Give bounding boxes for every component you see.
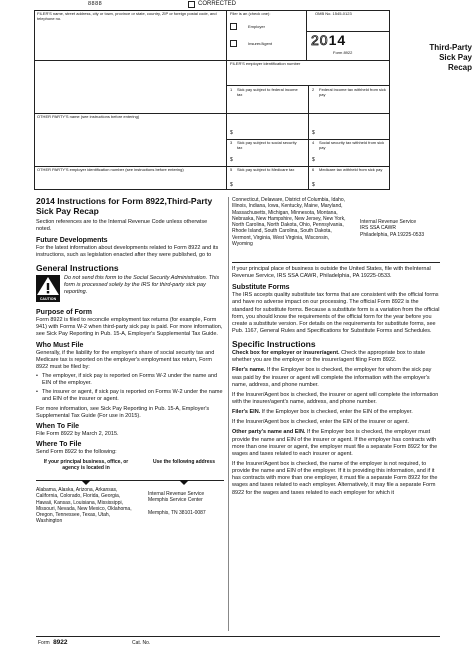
footer-form-number: 8922 xyxy=(53,639,68,646)
box-1-label: Sick pay subject to federal income tax xyxy=(237,87,298,97)
states-list-1: Alabama, Alaska, Arizona, Arkansas, California, Colorado, Florida, Georgia, Hawaii, Kansas, Louisiana, Mississippi, Missouri, Nevada, New Mexico, Oklahoma, Oregon, Tennessee, Texas, Utah, Washington xyxy=(36,487,132,525)
box-5-num: 5 xyxy=(230,167,233,172)
employer-checkbox[interactable] xyxy=(230,23,237,30)
other-party-name-label: OTHER PARTY'S name (see instructions before entering) xyxy=(37,114,140,119)
arrow-down-icon xyxy=(81,480,91,485)
employer-label: Employer xyxy=(248,24,265,29)
filers-ein-text-2: If the Insurer/Agent box is checked, enter the EIN of the insurer or agent. xyxy=(232,419,410,426)
specific-heading: Specific Instructions xyxy=(232,339,316,350)
insurer-agent-label: Insurer/Agent xyxy=(248,41,273,46)
address-1: Internal Revenue Service Memphis Service Center Memphis, TN 38101-0087 xyxy=(148,491,206,516)
box-1[interactable] xyxy=(228,86,306,138)
box-2-dollar: $ xyxy=(312,130,315,136)
substitute-text: The IRS accepts quality substitute tax forms that are consistent with the official forms and have no adverse impact on our processing. The official Form 8922 is the standard for substitute forms. Because a substitute form is a variation from the official form, you should know the requirements of the official form for the year before you create a substitute version. For details on the requirements for substitute forms, see Pub. 1167, General Rules and Specifications for Substitute Forms and Schedules. xyxy=(232,292,440,334)
caution-block xyxy=(36,275,224,309)
who-bullet-1: • The employer, if sick pay is reported on Forms W-2 under the name and EIN of the employer. xyxy=(36,373,224,387)
filer-is-label: Filer is an (check one): xyxy=(230,11,271,16)
form-code-top: 8888 xyxy=(88,1,103,7)
box-3[interactable] xyxy=(228,140,306,165)
who-bullet-2: • The insurer or agent, if sick pay is reported on Forms W-2 under the name and EIN of the insurer or agent. xyxy=(36,389,224,403)
omb-number: OMB No. 1545-0123 xyxy=(315,11,352,16)
when-text: File Form 8922 by March 2, 2015. xyxy=(36,430,119,437)
box-5[interactable] xyxy=(228,167,306,189)
filer-ein-label: FILER'S employer identification number xyxy=(230,61,301,66)
substitute-heading: Substitute Forms xyxy=(232,284,290,292)
foreign-text: If your principal place of business is outside the United States, file with theInternal Revenue Service, IRS SSA CAWR, Philadelphia, PA 19225-0533. xyxy=(232,266,431,280)
box-4-num: 4 xyxy=(312,140,315,145)
box-6[interactable] xyxy=(310,167,389,189)
other-party-bold: Other party's name and EIN. xyxy=(232,429,306,436)
filers-name-text: If the Employer box is checked, the employer for whom the sick pay was paid by the insurer or agent will complete the information with the employer's name, address, and phone number. xyxy=(232,367,432,388)
general-heading: General Instructions xyxy=(36,263,119,274)
check-box-text: Check the appropriate box to state whether you are the employer or the insurer/agent filing Form 8922. xyxy=(232,350,426,364)
footer-form-word: Form xyxy=(38,640,50,646)
form-number-label: Form 8922 xyxy=(333,50,353,55)
filers-name-text-2: If the Insurer/Agent box is checked, the insurer or agent will complete the information with the insurer/agent's name, address, and phone number. xyxy=(232,391,439,405)
where-text: Send Form 8922 to the following: xyxy=(36,448,117,455)
other-party-ein-field[interactable] xyxy=(35,175,225,189)
intro-text: Section references are to the Internal Revenue Code unless otherwise noted. xyxy=(36,218,208,232)
box-6-label: Medicare tax withheld from sick pay xyxy=(319,167,383,172)
right-column xyxy=(232,197,440,497)
corrected-checkbox[interactable] xyxy=(188,1,195,8)
check-box-bold: Check box for employer or insurer/agent. xyxy=(232,350,340,357)
box-2-num: 2 xyxy=(312,87,315,92)
box-4-dollar: $ xyxy=(312,157,315,163)
box-4-label: Social security tax withheld from sick pay xyxy=(319,140,385,150)
where-heading: Where To File xyxy=(36,440,82,448)
future-text: For the latest information about developments related to Form 8922 and its instructions, such as legislation enacted after they were published, go to xyxy=(36,244,219,258)
other-party-text: If the Employer box is checked, the employer must provide the name and EIN of the insurer or agent. If the employer has contracts with more than one insurer or agent, the employer must file a separate Form 8922 for the wages and taxes related to each insurer or agent. xyxy=(232,429,438,457)
footer-cat-no: Cat. No. xyxy=(132,640,151,646)
filer-ein-field[interactable] xyxy=(228,68,388,84)
footer-form xyxy=(38,639,68,647)
filers-name-para xyxy=(232,367,440,388)
other-party-ein-label: OTHER PARTY'S employer identification number (see instructions before entering) xyxy=(37,167,184,172)
where-table-header xyxy=(36,459,224,481)
filers-ein-text: If the Employer box is checked, enter the EIN of the employer. xyxy=(260,409,413,416)
filer-name-field[interactable] xyxy=(35,25,225,59)
filers-ein-bold: Filer's EIN. xyxy=(232,409,261,416)
who-text: Generally, if the liability for the employer's share of social security tax and Medicare tax is reported on the employer's employment tax return, Form 8922 must be filed by: xyxy=(36,349,215,370)
when-heading: When To File xyxy=(36,422,80,430)
states-list-2: Connecticut, Delaware, District of Columbia, Idaho, Illinois, Indiana, Iowa, Kentucky, Maine, Maryland, Massachusetts, Michigan, Minnesota, Montana, Nebraska, New Hampshire, New Jersey, New York, North Carolina, North Dakota, Ohio, Pennsylvania, Rhode Island, South Carolina, South Dakota, Vermont, Virginia, West Virginia, Wisconsin, Wyoming xyxy=(232,197,346,247)
where-col2-heading: Use the following address xyxy=(153,459,215,466)
check-box-para xyxy=(232,350,440,364)
corrected-label: CORRECTED xyxy=(198,1,237,7)
box-6-num: 6 xyxy=(312,167,315,172)
future-heading: Future Developments xyxy=(36,236,108,244)
filers-ein-para xyxy=(232,409,440,416)
box-5-label: Sick pay subject to Medicare tax xyxy=(237,167,295,172)
box-6-dollar: $ xyxy=(312,182,315,188)
instructions-title: 2014 Instructions for Form 8922,Third-Party Sick Pay Recap xyxy=(36,196,213,216)
tax-year-suffix: 14 xyxy=(328,32,347,48)
purpose-heading: Purpose of Form xyxy=(36,309,93,317)
box-3-dollar: $ xyxy=(230,157,233,163)
other-party-name-field[interactable] xyxy=(35,122,225,164)
box-3-label: Sick pay subject to social security tax xyxy=(237,140,297,150)
address-2: Internal Revenue Service IRS SSA CAWR Philadelphia, PA 19225-0533 xyxy=(360,219,425,238)
filer-name-label: FILER'S name, street address, city or town, province or state, country, ZIP or foreign postal code, and telephone no. xyxy=(37,11,217,21)
other-party-text-2: If the Insurer/Agent box is checked, the name of the employer is not required, to provide the name and EIN of the employer. If it is providing this information, and if it has contracts with more than one employer, it must file a separate Form 8922 for the wages and taxes related to each employer. Alternatively, it may file a separate Form 8922 for the wages and taxes related to each employer for which it xyxy=(232,460,438,496)
box-5-dollar: $ xyxy=(230,182,233,188)
caution-icon xyxy=(36,275,60,302)
box-1-num: 1 xyxy=(230,87,233,92)
who-list xyxy=(36,373,224,404)
other-party-para xyxy=(232,429,440,458)
arrow-down-icon xyxy=(179,480,189,485)
form-side-title: Third-Party Sick Pay Recap xyxy=(429,43,472,72)
box-2-label: Federal income tax withheld from sick pay xyxy=(319,87,386,97)
who-text-2: For more information, see Sick Pay Reporting in Pub. 15-A, Employer's Supplemental Tax Guide (For use in 2015). xyxy=(36,405,210,419)
tax-year-prefix: 20 xyxy=(311,32,329,48)
caution-text: Do not send this form to the Social Security Administration. This form is processed solely by the IRS for third-party sick pay reporting. xyxy=(64,275,220,296)
who-heading: Who Must File xyxy=(36,341,84,349)
insurer-agent-checkbox[interactable] xyxy=(230,40,237,47)
purpose-text: Form 8922 is filed to reconcile employment tax returns (for example, Form 941) with Forms W-2 when third-party sick pay is paid. For more information, see Sick Pay Reporting in Pub. 15-A, Employer's Supplemental Tax Guide. xyxy=(36,317,223,338)
box-4[interactable] xyxy=(310,140,389,165)
where-col1-heading: If your principal business, office, or agency is located in xyxy=(43,459,129,472)
left-column xyxy=(36,197,224,531)
box-2[interactable] xyxy=(310,86,389,138)
tax-year xyxy=(311,33,346,47)
caution-label: CAUTION xyxy=(39,297,57,302)
box-1-dollar: $ xyxy=(230,130,233,136)
filers-name-bold: Filer's name. xyxy=(232,367,266,374)
box-3-num: 3 xyxy=(230,140,233,145)
